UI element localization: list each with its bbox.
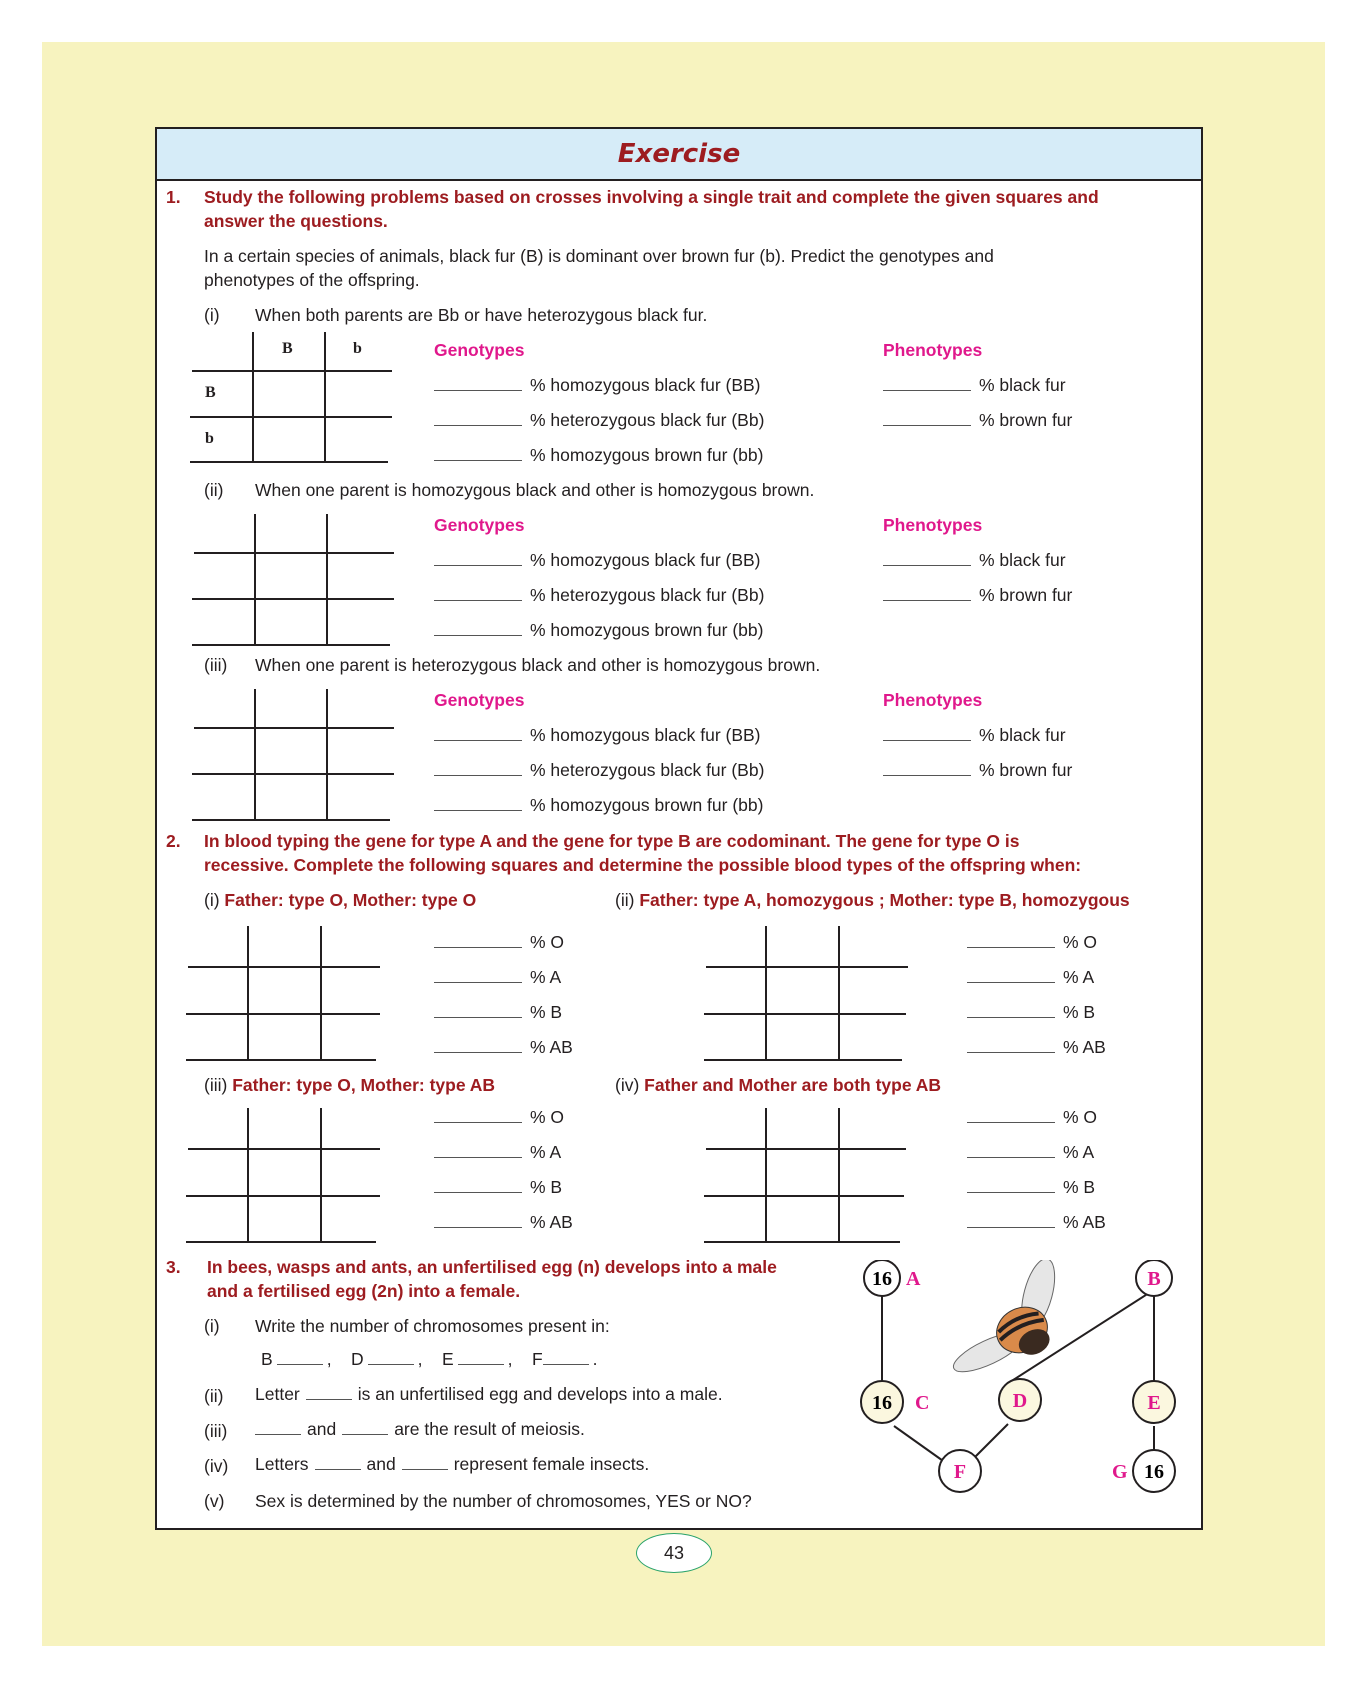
node-E (1133, 1381, 1175, 1423)
bloodtype-label: % AB (1063, 1212, 1106, 1232)
answer-blank[interactable] (434, 981, 522, 983)
q2-part3-heading (204, 1073, 495, 1097)
letter-E: E (441, 1349, 454, 1369)
answer-blank[interactable] (434, 564, 522, 566)
genotype-label: % heterozygous black fur (Bb) (530, 760, 765, 780)
node-D (999, 1379, 1041, 1421)
answer-blank[interactable] (434, 774, 522, 776)
q1-part3-text: When one parent is heterozygous black and other is homozygous brown. (255, 655, 821, 675)
q2-prompt (204, 829, 1176, 877)
node-F (939, 1450, 981, 1492)
genotype-label: % homozygous black fur (BB) (530, 550, 761, 570)
q3-item3-label: (iii) (204, 1421, 228, 1441)
phenotype-label: % brown fur (979, 760, 1073, 780)
phenotype-row (883, 375, 1066, 396)
q2-part2-heading (615, 888, 1130, 912)
q3-item3-post: are the result of meiosis. (394, 1419, 585, 1439)
q2-prompt-line1: In blood typing the gene for type A and the gene for type B are codominant. The gene for type O is (204, 831, 1020, 851)
genotype-row (434, 620, 763, 641)
bloodtype-row (967, 1107, 1097, 1128)
q1-part1-text: When both parents are Bb or have heterozygous black fur. (255, 305, 708, 325)
q2-number: 2. (166, 831, 181, 851)
q1-part2-label: (ii) (204, 480, 224, 500)
q2-part1-heading (204, 888, 476, 912)
bee-illustration (925, 1260, 1092, 1388)
q1-intro-line2: phenotypes of the offspring. (204, 270, 420, 290)
genotype-row (434, 445, 763, 466)
phenotypes-heading: Phenotypes (883, 515, 983, 535)
bloodtype-label: % B (1063, 1177, 1096, 1197)
genotype-row (434, 795, 763, 816)
node-G-value: 16 (1144, 1461, 1164, 1483)
bloodtype-row (434, 932, 564, 953)
node-B-label: B (1147, 1268, 1161, 1290)
answer-blank[interactable] (967, 1121, 1055, 1123)
exercise-title: Exercise (617, 139, 741, 169)
chromosome-diagram (850, 1260, 1190, 1500)
bloodtype-row (967, 1212, 1106, 1233)
bloodtype-row (967, 1177, 1095, 1198)
q1-prompt-line2: answer the questions. (204, 211, 388, 231)
q3-item4-pre: Letters (255, 1454, 309, 1474)
genotype-label: % homozygous brown fur (bb) (530, 795, 764, 815)
bloodtype-label: % A (1063, 1142, 1095, 1162)
answer-blank[interactable] (434, 1121, 522, 1123)
answer-blank[interactable] (967, 1016, 1055, 1018)
genotype-label: % homozygous brown fur (bb) (530, 445, 764, 465)
bloodtype-row (967, 1002, 1095, 1023)
row-header-B: B (205, 384, 216, 401)
q3-item3 (255, 1419, 585, 1440)
answer-blank[interactable] (434, 739, 522, 741)
phenotypes-heading: Phenotypes (883, 340, 983, 360)
q3-item4 (255, 1454, 649, 1475)
bloodtype-row (434, 1177, 562, 1198)
q1-part1-label: (i) (204, 305, 220, 325)
node-A (864, 1260, 921, 1296)
answer-blank[interactable] (434, 1226, 522, 1228)
bloodtype-label: % O (1063, 1107, 1098, 1127)
node-G-label: G (1112, 1461, 1128, 1483)
answer-blank[interactable] (277, 1364, 323, 1365)
answer-blank[interactable] (883, 599, 971, 601)
answer-blank[interactable] (883, 739, 971, 741)
q3-item2-pre: Letter (255, 1384, 300, 1404)
node-F-label: F (953, 1461, 967, 1483)
letter-B: B (261, 1349, 273, 1369)
phenotype-row (883, 585, 1072, 606)
bloodtype-row (434, 1037, 573, 1058)
answer-blank[interactable] (315, 1469, 361, 1470)
phenotypes-heading: Phenotypes (883, 690, 983, 710)
genotype-row (434, 760, 764, 781)
q2-prompt-line2: recessive. Complete the following squares and determine the possible blood types of the offspring when: (204, 855, 1082, 875)
bloodtype-row (967, 932, 1097, 953)
answer-blank[interactable] (883, 774, 971, 776)
phenotype-row (883, 410, 1072, 431)
bloodtype-label: % B (1063, 1002, 1096, 1022)
q2-part3-text: Father: type O, Mother: type AB (232, 1075, 496, 1095)
bloodtype-label: % O (530, 932, 565, 952)
q3-item5-label: (v) (204, 1491, 225, 1511)
bloodtype-label: % AB (530, 1037, 573, 1057)
node-C (861, 1381, 929, 1423)
q3-prompt (207, 1255, 862, 1303)
answer-blank[interactable] (368, 1364, 414, 1365)
phenotype-label: % black fur (979, 725, 1066, 745)
bloodtype-row (434, 1107, 564, 1128)
phenotype-label: % brown fur (979, 585, 1073, 605)
q1-prompt (204, 185, 1176, 233)
page-number-badge (636, 1533, 712, 1573)
letter-D: D (351, 1349, 364, 1369)
answer-blank[interactable] (967, 1051, 1055, 1053)
q3-item3-mid: and (307, 1419, 337, 1439)
bloodtype-label: % A (530, 1142, 562, 1162)
q2-part4-label: (iv) (615, 1075, 640, 1095)
answer-blank[interactable] (434, 459, 522, 461)
q1-prompt-line1: Study the following problems based on crosses involving a single trait and complete the given squares and (204, 187, 1099, 207)
bloodtype-label: % O (530, 1107, 565, 1127)
answer-blank[interactable] (342, 1434, 388, 1435)
answer-blank[interactable] (434, 634, 522, 636)
answer-blank[interactable] (967, 1191, 1055, 1193)
answer-blank[interactable] (402, 1469, 448, 1470)
answer-blank[interactable] (967, 981, 1055, 983)
node-C-value: 16 (872, 1392, 892, 1414)
q2-part4-text: Father and Mother are both type AB (644, 1075, 942, 1095)
answer-blank[interactable] (306, 1399, 352, 1400)
bloodtype-label: % AB (1063, 1037, 1106, 1057)
q2-part1-text: Father: type O, Mother: type O (224, 890, 477, 910)
q2-part1-label: (i) (204, 890, 220, 910)
answer-blank[interactable] (434, 1191, 522, 1193)
bloodtype-row (434, 1142, 561, 1163)
bloodtype-label: % B (530, 1177, 563, 1197)
q3-item1-label: (i) (204, 1316, 220, 1336)
answer-blank[interactable] (543, 1364, 589, 1365)
q3-prompt-line1: In bees, wasps and ants, an unfertilised egg (n) develops into a male (207, 1257, 777, 1277)
genotype-label: % heterozygous black fur (Bb) (530, 410, 765, 430)
page-number: 43 (663, 1542, 685, 1563)
answer-blank[interactable] (883, 564, 971, 566)
row-header-b: b (205, 430, 214, 447)
bloodtype-row (967, 967, 1094, 988)
q2-part3-label: (iii) (204, 1075, 228, 1095)
genotypes-heading: Genotypes (434, 340, 525, 360)
answer-blank[interactable] (434, 1051, 522, 1053)
phenotype-row (883, 550, 1066, 571)
q3-item5-text: Sex is determined by the number of chromosomes, YES or NO? (255, 1491, 752, 1511)
q1-number: 1. (166, 187, 181, 207)
phenotype-label: % black fur (979, 375, 1066, 395)
q2-part4-heading (615, 1073, 941, 1097)
genotypes-heading: Genotypes (434, 515, 525, 535)
genotype-label: % homozygous black fur (BB) (530, 725, 761, 745)
genotype-row (434, 550, 761, 571)
bloodtype-label: % O (1063, 932, 1098, 952)
q2-part2-text: Father: type A, homozygous ; Mother: type B, homozygous (639, 890, 1130, 910)
genotype-label: % homozygous brown fur (bb) (530, 620, 764, 640)
genotype-label: % heterozygous black fur (Bb) (530, 585, 765, 605)
genotype-label: % homozygous black fur (BB) (530, 375, 761, 395)
answer-blank[interactable] (967, 946, 1055, 948)
bloodtype-label: % A (1063, 967, 1095, 987)
node-C-label: C (915, 1392, 930, 1414)
answer-blank[interactable] (967, 1226, 1055, 1228)
answer-blank[interactable] (434, 389, 522, 391)
answer-blank[interactable] (434, 424, 522, 426)
answer-blank[interactable] (883, 424, 971, 426)
answer-blank[interactable] (434, 809, 522, 811)
node-A-label: A (906, 1268, 921, 1290)
bloodtype-row (434, 967, 561, 988)
q3-item2-post: is an unfertilised egg and develops into a male. (357, 1384, 723, 1404)
q3-item4-post: represent female insects. (453, 1454, 650, 1474)
node-G (1112, 1450, 1175, 1492)
genotype-row (434, 725, 761, 746)
bloodtype-row (434, 1212, 573, 1233)
connector-C-F (894, 1426, 946, 1463)
col-header-b: b (353, 340, 362, 357)
q1-part2-text: When one parent is homozygous black and other is homozygous brown. (255, 480, 815, 500)
genotypes-heading: Genotypes (434, 690, 525, 710)
genotype-row (434, 410, 764, 431)
node-E-label: E (1147, 1392, 1161, 1414)
phenotype-label: % brown fur (979, 410, 1073, 430)
q3-item4-mid: and (366, 1454, 396, 1474)
q1-intro (204, 244, 1176, 292)
answer-blank[interactable] (434, 1156, 522, 1158)
answer-blank[interactable] (434, 599, 522, 601)
genotype-row (434, 585, 764, 606)
q3-item2 (255, 1384, 723, 1405)
answer-blank[interactable] (434, 1016, 522, 1018)
connector-D-F (974, 1424, 1008, 1458)
answer-blank[interactable] (967, 1156, 1055, 1158)
answer-blank[interactable] (883, 389, 971, 391)
bloodtype-row (967, 1142, 1094, 1163)
bloodtype-row (967, 1037, 1106, 1058)
answer-blank[interactable] (434, 946, 522, 948)
q1-intro-line1: In a certain species of animals, black fur (B) is dominant over brown fur (b). Predict the genotypes and (204, 246, 994, 266)
phenotype-row (883, 725, 1066, 746)
bloodtype-label: % B (530, 1002, 563, 1022)
letter-F: F (531, 1349, 543, 1369)
answer-blank[interactable] (458, 1364, 504, 1365)
q2-part2-label: (ii) (615, 890, 635, 910)
q3-number: 3. (166, 1257, 181, 1277)
chromosome-fill-row: B , D , E , F . (261, 1349, 598, 1369)
genotype-row (434, 375, 761, 396)
exercise-header (157, 129, 1201, 181)
col-header-B: B (282, 340, 293, 357)
q1-part3-label: (iii) (204, 655, 228, 675)
q3-item4-label: (iv) (204, 1456, 229, 1476)
bloodtype-label: % AB (530, 1212, 573, 1232)
node-D-label: D (1012, 1390, 1028, 1412)
answer-blank[interactable] (255, 1434, 301, 1435)
phenotype-label: % black fur (979, 550, 1066, 570)
q3-prompt-line2: and a fertilised egg (2n) into a female. (207, 1281, 521, 1301)
bloodtype-label: % A (530, 967, 562, 987)
phenotype-row (883, 760, 1072, 781)
bloodtype-row (434, 1002, 562, 1023)
node-B (1136, 1260, 1172, 1296)
q3-item2-label: (ii) (204, 1386, 224, 1406)
node-A-value: 16 (872, 1268, 892, 1290)
q3-item1-text: Write the number of chromosomes present in: (255, 1316, 610, 1336)
